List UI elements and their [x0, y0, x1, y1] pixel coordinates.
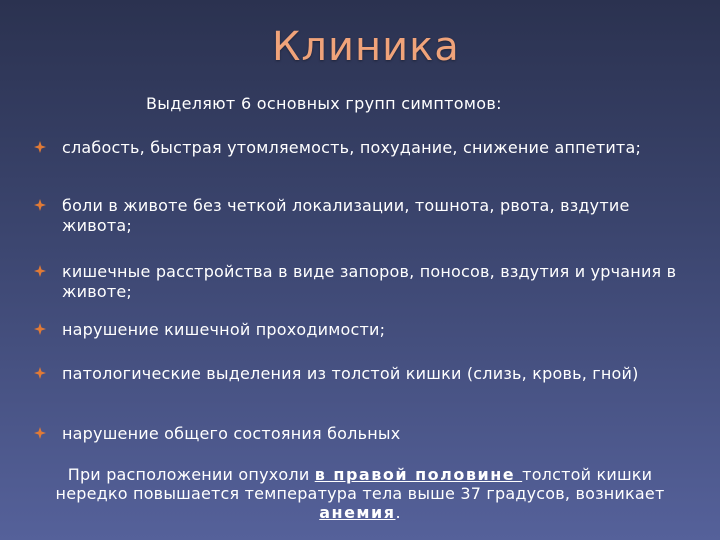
list-item-text: кишечные расстройства в виде запоров, поносов, вздутия и урчания в животе;: [62, 262, 677, 301]
footer-highlight-right-half: в правой половине: [314, 465, 523, 484]
list-item-text: патологические выделения из толстой кишки (слизь, кровь, гной): [62, 364, 639, 383]
diamond-bullet-icon: [34, 265, 46, 277]
diamond-bullet-icon: [34, 141, 46, 153]
diamond-bullet-icon: [34, 323, 46, 335]
slide-title: Клиника: [272, 24, 460, 70]
footer-note: [40, 465, 680, 522]
diamond-bullet-icon: [34, 199, 46, 211]
diamond-bullet-icon: [34, 367, 46, 379]
slide-subtitle: Выделяют 6 основных групп симптомов:: [146, 94, 502, 113]
diamond-bullet-icon: [34, 427, 46, 439]
list-item-text: слабость, быстрая утомляемость, похудание, снижение аппетита;: [62, 138, 642, 157]
footer-text-part2: толстой кишки нередко повышается температура тела выше 37 градусов, возникает: [55, 465, 665, 503]
footer-text-part3: .: [395, 503, 401, 522]
list-item-text: нарушение кишечной проходимости;: [62, 320, 386, 339]
footer-text-part1: При расположении опухоли: [67, 465, 315, 484]
list-item-text: боли в животе без четкой локализации, тошнота, рвота, вздутие живота;: [62, 196, 630, 235]
footer-highlight-anemia: анемия: [319, 503, 396, 522]
list-item-text: нарушение общего состояния больных: [62, 424, 401, 443]
